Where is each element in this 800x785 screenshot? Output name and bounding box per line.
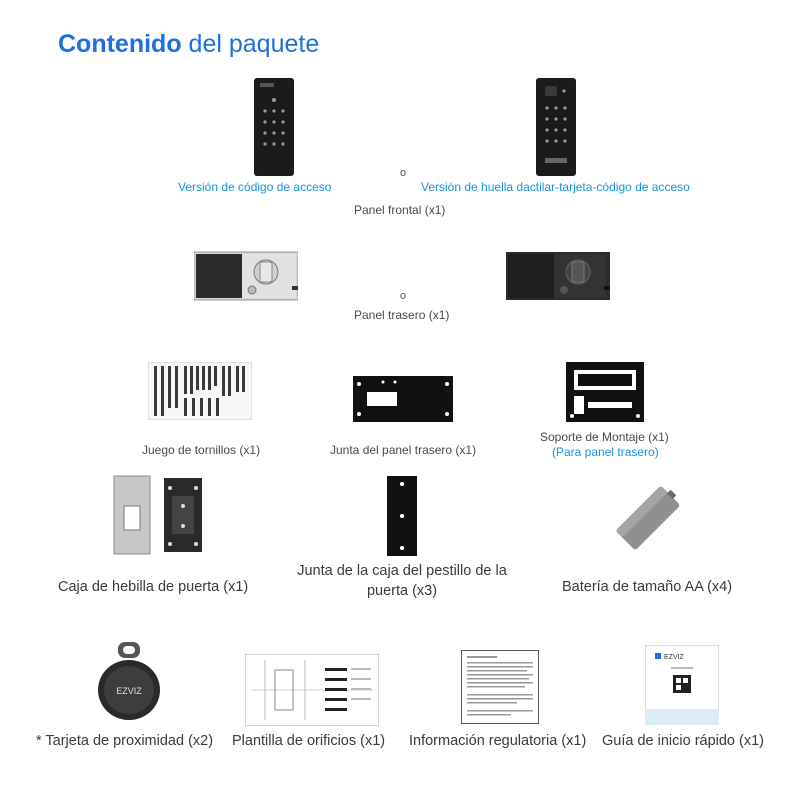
strike-box-label: Caja de hebilla de puerta (x1): [58, 579, 249, 595]
front-panel-caption: Panel frontal (x1): [354, 203, 446, 217]
rear-gasket-label: Junta del panel trasero (x1): [330, 443, 477, 457]
quick-guide-label: Guía de inicio rápido (x1): [602, 733, 764, 749]
proximity-card-image: [96, 640, 162, 722]
page-title: [58, 30, 319, 59]
svg-text:EZVIZ: EZVIZ: [664, 654, 684, 661]
regulatory-info-label: Información regulatoria (x1): [409, 733, 587, 749]
rear-panel-caption: Panel trasero (x1): [354, 308, 450, 322]
latch-gasket-label: [290, 561, 514, 601]
svg-text:EZVIZ: EZVIZ: [116, 686, 142, 696]
rear-panel-silver-image: [194, 250, 298, 302]
proximity-card-label: * Tarjeta de proximidad (x2): [36, 733, 214, 749]
front-variant-b-label: Versión de huella dactilar-tarjeta-código de acceso: [421, 180, 690, 194]
mount-bracket-label: Soporte de Montaje (x1): [540, 430, 669, 444]
title-rest: del paquete: [188, 30, 320, 58]
rear-gasket-image: [353, 376, 453, 422]
latch-gasket-label-line2: puerta (x3): [366, 583, 438, 599]
front-panel-fingerprint-image: [536, 78, 576, 176]
battery-image: [606, 482, 690, 554]
rear-separator: o: [400, 290, 407, 302]
rear-panel-black-image: [506, 250, 610, 302]
drilling-template-image: [245, 654, 379, 726]
latch-gasket-image: [387, 476, 417, 556]
front-separator: o: [400, 167, 407, 179]
latch-gasket-label-line1: Junta de la caja del pestillo de la: [297, 563, 507, 579]
battery-label: Batería de tamaño AA (x4): [562, 579, 733, 595]
screw-set-label: Juego de tornillos (x1): [142, 443, 261, 457]
regulatory-info-image: [461, 650, 539, 724]
screw-set-image: [148, 362, 252, 420]
front-variant-a-label: Versión de código de acceso: [178, 180, 332, 194]
quick-guide-image: [645, 645, 719, 725]
mount-bracket-image: [566, 362, 644, 422]
title-bold: Contenido: [58, 30, 182, 58]
front-panel-keypad-image: [254, 78, 294, 176]
mount-bracket-note: (Para panel trasero): [552, 445, 659, 459]
drilling-template-label: Plantilla de orificios (x1): [232, 733, 386, 749]
strike-box-image: [112, 474, 204, 556]
